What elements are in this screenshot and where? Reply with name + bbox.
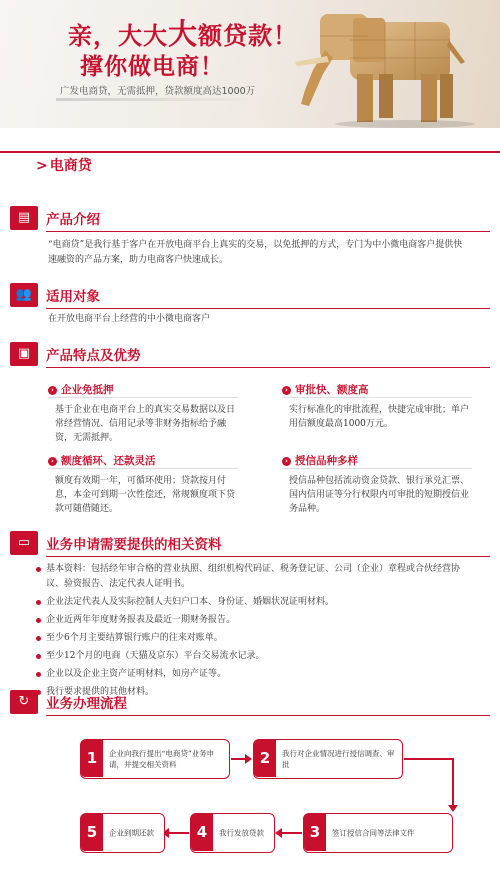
- banner-headline: 亲，大大大额贷款！: [68, 17, 299, 51]
- feature-1-title: › 企业免抵押: [48, 382, 114, 397]
- arrow-icon: ›: [282, 457, 291, 466]
- flow-arrow: [167, 832, 189, 834]
- users-icon: 👥: [10, 283, 38, 307]
- presentation-icon: ▭: [10, 531, 38, 555]
- id-card-icon: ▤: [10, 206, 38, 230]
- flow-arrow: [280, 832, 302, 834]
- list-item: 至少6个月主要结算银行账户的往来对账单。: [36, 631, 476, 646]
- list-item: 企业以及企业主资产证明材料，如房产证等。: [36, 667, 476, 682]
- process-step-3: 3 签订授信合同等法律文件: [303, 813, 453, 853]
- list-item: 企业近两年年度财务报表及最近一期财务报告。: [36, 613, 476, 628]
- process-step-2: 2 我行对企业情况进行授信调查、审批: [253, 739, 403, 779]
- feature-3-title: › 额度循环、还款灵活: [48, 453, 156, 468]
- feature-4-title: › 授信品种多样: [282, 453, 358, 468]
- feature-3-text: 额度有效期一年，可循环使用；贷款按月付息，本金可到期一次性偿还，常规额度项下贷款可随借随还。: [55, 476, 236, 514]
- process-step-5: 5 企业到期还款: [80, 813, 165, 853]
- list-item: 基本资料：包括经年审合格的营业执照、组织机构代码证、税务登记证、公司（企业）章程或合伙经营协议、验资报告、法定代表人证明书。: [36, 562, 476, 592]
- list-item: 我行要求提供的其他材料。: [36, 685, 476, 700]
- section-header-features: ▣ 产品特点及优势: [10, 342, 490, 368]
- wallet-icon: ▣: [10, 342, 38, 366]
- cycle-icon: ↻: [10, 690, 38, 714]
- hero-banner: [0, 0, 500, 128]
- list-item: 至少12个月的电商（天猫及京东）平台交易流水记录。: [36, 649, 476, 664]
- process-step-1: 1 企业向我行提出“电商贷”业务申请，并提交相关资料: [80, 739, 230, 779]
- banner-ribbon: [56, 98, 256, 101]
- feature-2-text: 实行标准化的审批流程，快捷完成审批；单户用信额度最高1000万元。: [289, 405, 470, 429]
- title-divider: [0, 151, 500, 153]
- list-item: 企业法定代表人及实际控制人夫妇户口本、身份证、婚姻状况证明材料。: [36, 595, 476, 610]
- section-header-intro: ▤ 产品介绍: [10, 206, 490, 232]
- arrow-icon: ›: [282, 386, 291, 395]
- section-header-materials: ▭ 业务申请需要提供的相关资料: [10, 531, 490, 557]
- cardboard-elephant-illustration: [265, 0, 500, 128]
- flow-arrow: [404, 758, 454, 760]
- materials-list: [36, 562, 476, 703]
- banner-subtitle: 广发电商贷，无需抵押，贷款额度高达1000万: [60, 86, 256, 97]
- section-header-process: ↻ 业务办理流程: [10, 690, 490, 716]
- target-text: 在开放电商平台上经营的中小微电商客户: [48, 314, 211, 324]
- process-step-4: 4 我行发放贷款: [190, 813, 275, 853]
- intro-text: “电商贷”是我行基于客户在开放电商平台上真实的交易，以免抵押的方式，专门为中小微电商客户提供快速融资的产品方案，助力电商客户快速成长。: [48, 240, 463, 265]
- section-header-target: 👥 适用对象: [10, 283, 490, 309]
- feature-1-text: 基于企业在电商平台上的真实交易数据以及日常经营情况、信用记录等非财务指标给予融资，无需抵押。: [55, 405, 236, 443]
- feature-4-text: 授信品种包括流动资金贷款、银行承兑汇票、国内信用证等分行权限内可审批的短期授信业务品种。: [289, 476, 470, 514]
- arrow-icon: ›: [48, 457, 57, 466]
- feature-2-title: › 审批快、额度高: [282, 382, 369, 397]
- arrow-icon: ›: [48, 386, 57, 395]
- page-title: > 电商贷: [36, 158, 92, 174]
- banner-headline-line2: 撑你做电商！: [80, 54, 224, 80]
